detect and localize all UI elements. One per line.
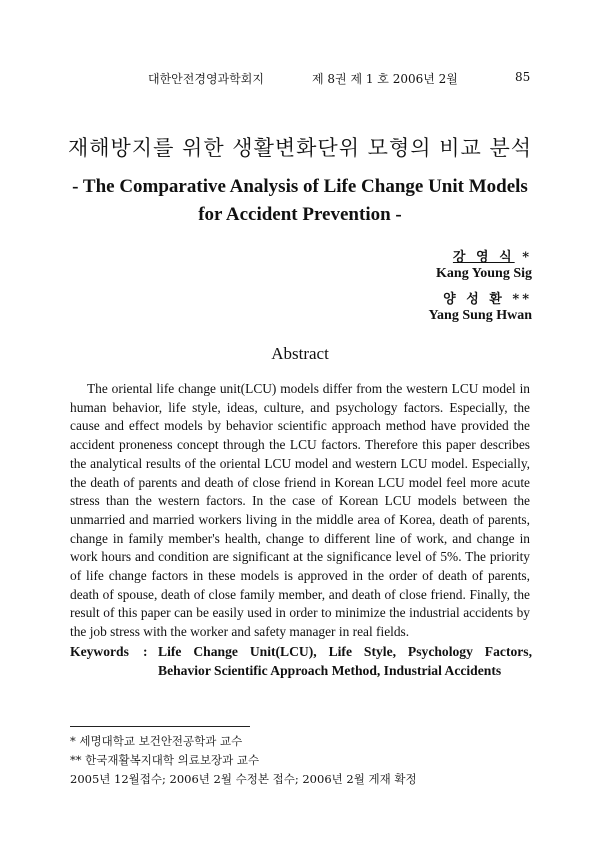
keywords-block <box>70 642 532 680</box>
footnote-dates: 2005년 12월접수; 2006년 2월 수정본 접수; 2006년 2월 게재 확정 <box>70 772 417 786</box>
footnote-divider <box>70 726 250 727</box>
footnote-author-1: * 세명대학교 보건안전공학과 교수 <box>70 734 243 748</box>
author-1-korean <box>453 246 532 265</box>
author-1-korean-name: 강 영 식 <box>452 250 515 265</box>
abstract-body <box>70 380 530 642</box>
page-number: 85 <box>515 70 531 84</box>
keywords-text: Life Change Unit(LCU), Life Style, Psychology Factors, Behavior Scientific Approach Method, Industrial Accidents <box>158 644 532 678</box>
keywords-colon: : <box>143 644 148 659</box>
author-2-korean <box>443 288 532 307</box>
footnote-author-2: ** 한국재활복지대학 의료보장과 교수 <box>70 753 260 767</box>
abstract-heading: Abstract <box>271 344 329 363</box>
author-2-marker: ** <box>512 292 532 307</box>
abstract-paragraph: The oriental life change unit(LCU) models differ from the western LCU model in human behavior, life style, ideas, culture, and psychology factors. Especially, the cause and effect models by behavior scientific approach method have provided the accident proneness concept through the LCU factors. Therefore this paper describes the analytical results of the oriental LCU model and western LCU model. Especially, the death of parents and death of close friend in Korean LCU model feel more acute stress than the western factors. In the case of Korean LCU models between the unmarried and married workers living in the middle area of Korea, death of parents, change in family member's health, change to different line of work, and change in work hours and condition are significant at the significance level of 5%. The priority of life change factors in these models is approved in the order of death of parents, death of spouse, death of close family member, and death of close friend. Finally, the result of this paper can be easily used in order to minimize the industrial accidents by the job stress with the worker and safety manager in real fields. <box>70 381 530 640</box>
title-english: - The Comparative Analysis of Life Change Unit Models for Accident Prevention - <box>72 176 528 225</box>
issue-info: 제 8권 제 1 호 2006년 2월 <box>312 72 458 86</box>
keywords-label: Keywords <box>70 644 129 659</box>
author-1-marker: * <box>522 250 532 265</box>
author-2-korean-name: 양 성 환 <box>443 292 505 307</box>
author-2-english: Yang Sung Hwan <box>428 308 532 323</box>
footnotes <box>70 732 530 789</box>
title-korean: 재해방지를 위한 생활변화단위 모형의 비교 분석 <box>67 136 533 160</box>
journal-name: 대한안전경영과학회지 <box>148 72 264 86</box>
author-1-english: Kang Young Sig <box>436 266 532 281</box>
running-header <box>0 70 600 90</box>
